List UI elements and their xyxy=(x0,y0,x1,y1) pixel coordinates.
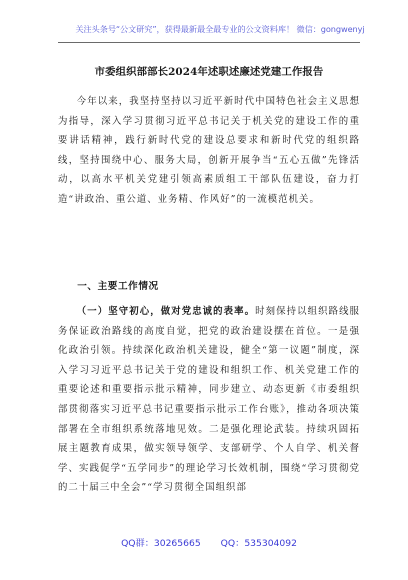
footer-qq: QQ：535304092 xyxy=(220,538,297,549)
header-divider xyxy=(58,42,360,43)
subsection-heading: （一）坚守初心，做对党忠诚的表率。 xyxy=(76,306,256,317)
intro-paragraph: 今年以来，我坚持坚持以习近平新时代中国特色社会主义思想为指导，深入学习贯彻习近平总书记关于机关党的建设工作的重要讲话精神，践行新时代党的建设总要求和新时代党的组织路线，坚持围绕中心、服务大局，创新开展争当“五心五做”先锋活动，以高水平机关党建引领高素质组工干部队伍建设，奋力打造“讲政治、重公道、业务精、作风好”的一流模范机关。 xyxy=(58,96,360,205)
footer-qq-group: QQ群：30265665 xyxy=(121,538,201,549)
subsection-text: 时刻保持以组织路线服务保证政治路线的高度自觉，把党的政治建设摆在首位。一是强化政治引领。持续深化政治机关建设，健全“第一议题”制度，深入学习习近平总书记关于党的建设和组织工作、机关党建工作的重要论述和重要指示批示精神，同步建立、动态更新《市委组织部贯彻落实习近平总书记重要指示批示工作台账》，推动各项决策部署在全市组织系统落地见效。二是强化理论武装。持续巩固拓展主题教育成果，做实领导领学、支部研学、个人自学、机关督学、实践促学“五学同步”的理论学习长效机制，围绕“学习贯彻党的二十届三中全会”“学习贯彻全国组织部 xyxy=(58,306,360,494)
document-title: 市委组织部部长2024年述职述廉述党建工作报告 xyxy=(94,66,324,78)
footer-contact xyxy=(58,535,360,549)
intro-paragraph-block xyxy=(58,92,360,210)
subsection-block xyxy=(58,302,360,498)
header-banner: 关注头条号“公文研究”，获得最新最全最专业的公文资料库！ 微信：gongwenyj xyxy=(75,24,365,34)
subsection-paragraph xyxy=(58,302,360,498)
section-heading: 一、主要工作情况 xyxy=(77,281,159,292)
